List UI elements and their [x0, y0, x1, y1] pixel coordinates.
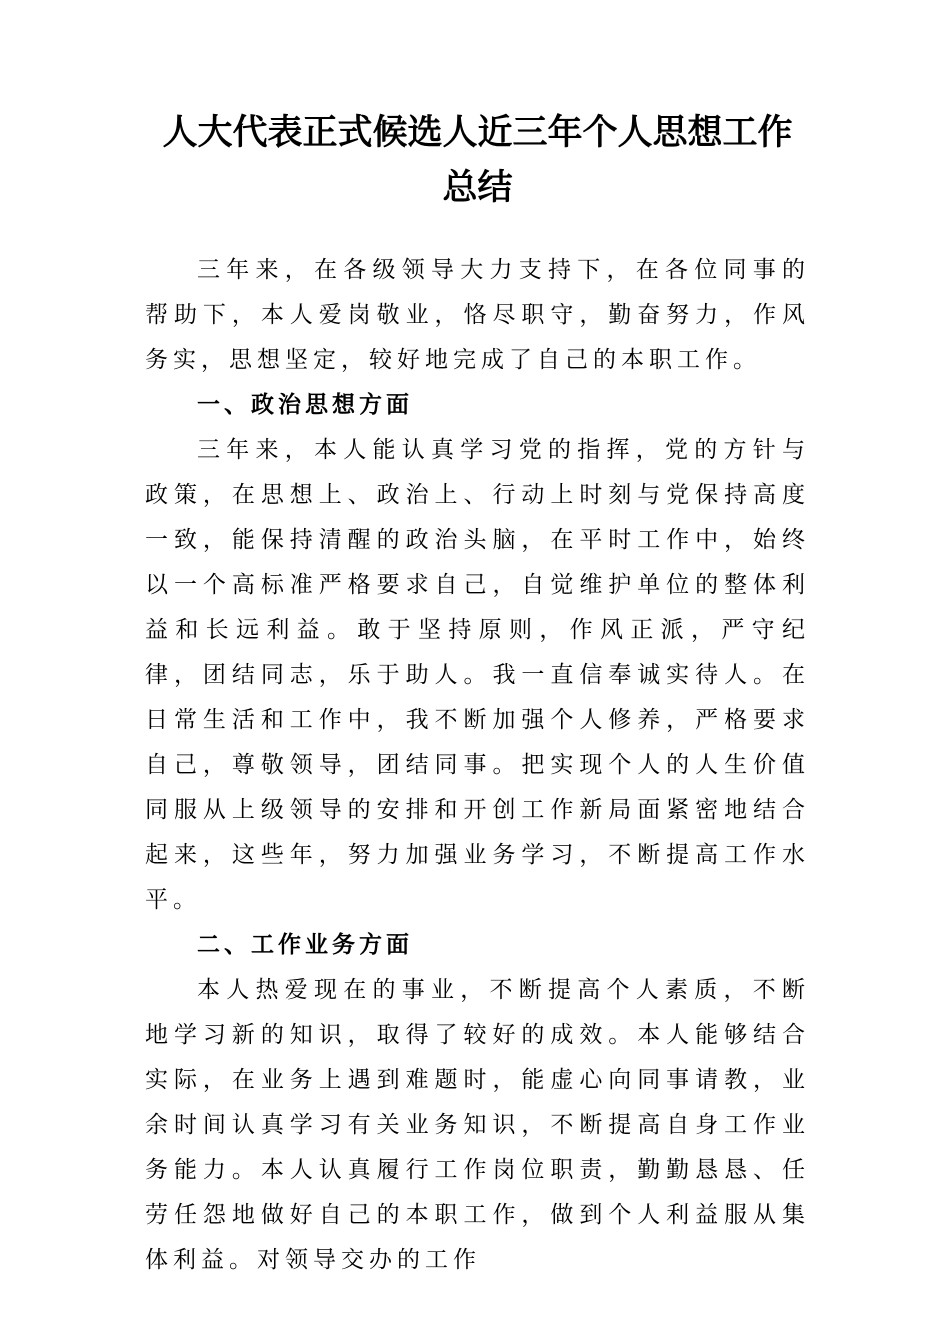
section-heading-work-business: 二、工作业务方面 — [197, 931, 413, 957]
paragraph-political-thought: 三年来，本人能认真学习党的指挥，党的方针与政策，在思想上、政治上、行动上时刻与党保持高度一致，能保持清醒的政治头脑，在平时工作中，始终以一个高标准严格要求自己，自觉维护单位的整体利益和长远利益。敢于坚持原则，作风正派，严守纪律，团结同志，乐于助人。我一直信奉诚实待人。在日常生活和工作中，我不断加强个人修养，严格要求自己，尊敬领导，团结同事。把实现个人的人生价值同服从上级领导的安排和开创工作新局面紧密地结合起来，这些年，努力加强业务学习，不断提高工作水平。 — [145, 437, 810, 912]
document-title: 人大代表正式候选人近三年个人思想工作总结 — [162, 113, 793, 207]
document-body — [145, 247, 810, 1282]
paragraph-work-business: 本人热爱现在的事业，不断提高个人素质，不断地学习新的知识，取得了较好的成效。本人能够结合实际，在业务上遇到难题时，能虚心向同事请教，业余时间认真学习有关业务知识，不断提高自身工作业务能力。本人认真履行工作岗位职责，勤勤恳恳、任劳任怨地做好自己的本职工作，做到个人利益服从集体利益。对领导交办的工作 — [145, 977, 810, 1272]
section-heading-political-thought: 一、政治思想方面 — [197, 391, 413, 417]
paragraph-intro: 三年来，在各级领导大力支持下，在各位同事的帮助下，本人爱岗敬业，恪尽职守，勤奋努力，作风务实，思想坚定，较好地完成了自己的本职工作。 — [145, 257, 810, 372]
